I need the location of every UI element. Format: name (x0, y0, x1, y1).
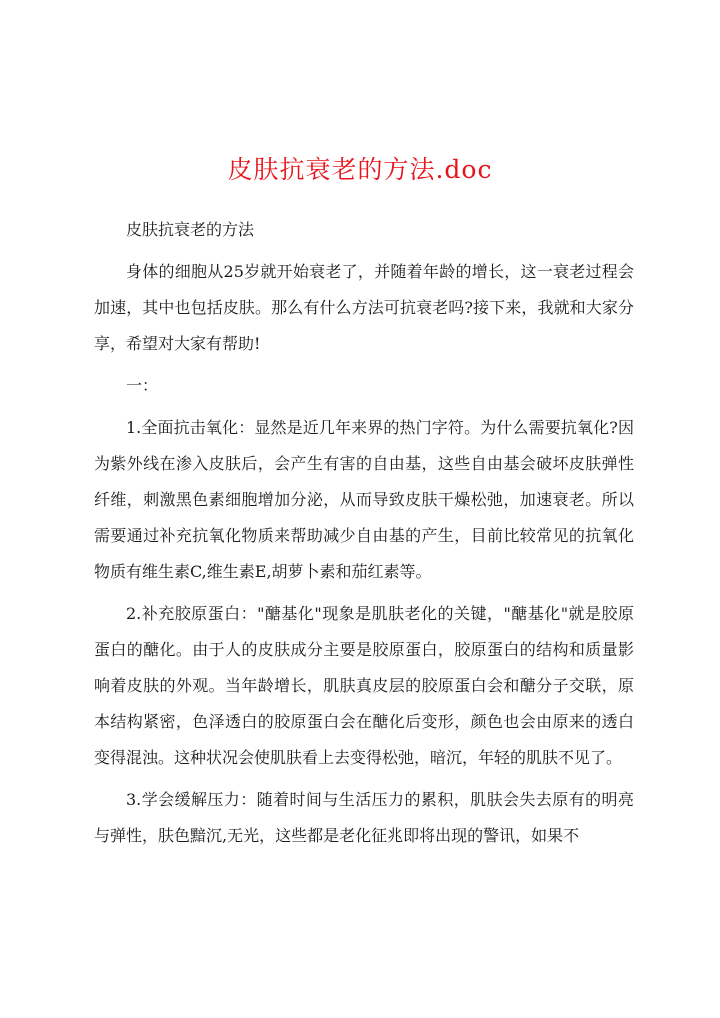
paragraph-antioxidation: 1.全面抗击氧化：显然是近几年来界的热门字符。为什么需要抗氧化?因为紫外线在渗入皮肤后，会产生有害的自由基，这些自由基会破坏皮肤弹性纤维，刺激黑色素细胞增加分泌，从而导致皮肤干燥松弛，加速衰老。所以需要通过补充抗氧化物质来帮助减少自由基的产生，目前比较常见的抗氧化物质有维生素C,维生素E,胡萝卜素和茄红素等。 (94, 418, 634, 581)
paragraph-collagen: 2.补充胶原蛋白："醣基化"现象是肌肤老化的关键，"醣基化"就是胶原蛋白的醣化。由于人的皮肤成分主要是胶原蛋白，胶原蛋白的结构和质量影响着皮肤的外观。当年龄增长，肌肤真皮层的胶原蛋白会和醣分子交联，原本结构紧密，色泽透白的胶原蛋白会在醣化后变形，颜色也会由原来的透白变得混浊。这种状况会使肌肤看上去变得松弛，暗沉，年轻的肌肤不见了。 (94, 604, 634, 767)
document-body (94, 212, 634, 860)
paragraph-stress: 3.学会缓解压力：随着时间与生活压力的累积，肌肤会失去原有的明亮与弹性，肤色黯沉,无光，这些都是老化征兆即将出现的警讯，如果不 (94, 790, 634, 845)
section-heading-one: 一： (126, 376, 159, 395)
paragraph-intro: 身体的细胞从25岁就开始衰老了，并随着年龄的增长，这一衰老过程会加速，其中也包括皮肤。那么有什么方法可抗衰老吗?接下来，我就和大家分享，希望对大家有帮助! (94, 262, 634, 353)
document-title: 皮肤抗衰老的方法.doc (227, 155, 493, 184)
document-subtitle: 皮肤抗衰老的方法 (126, 220, 255, 239)
